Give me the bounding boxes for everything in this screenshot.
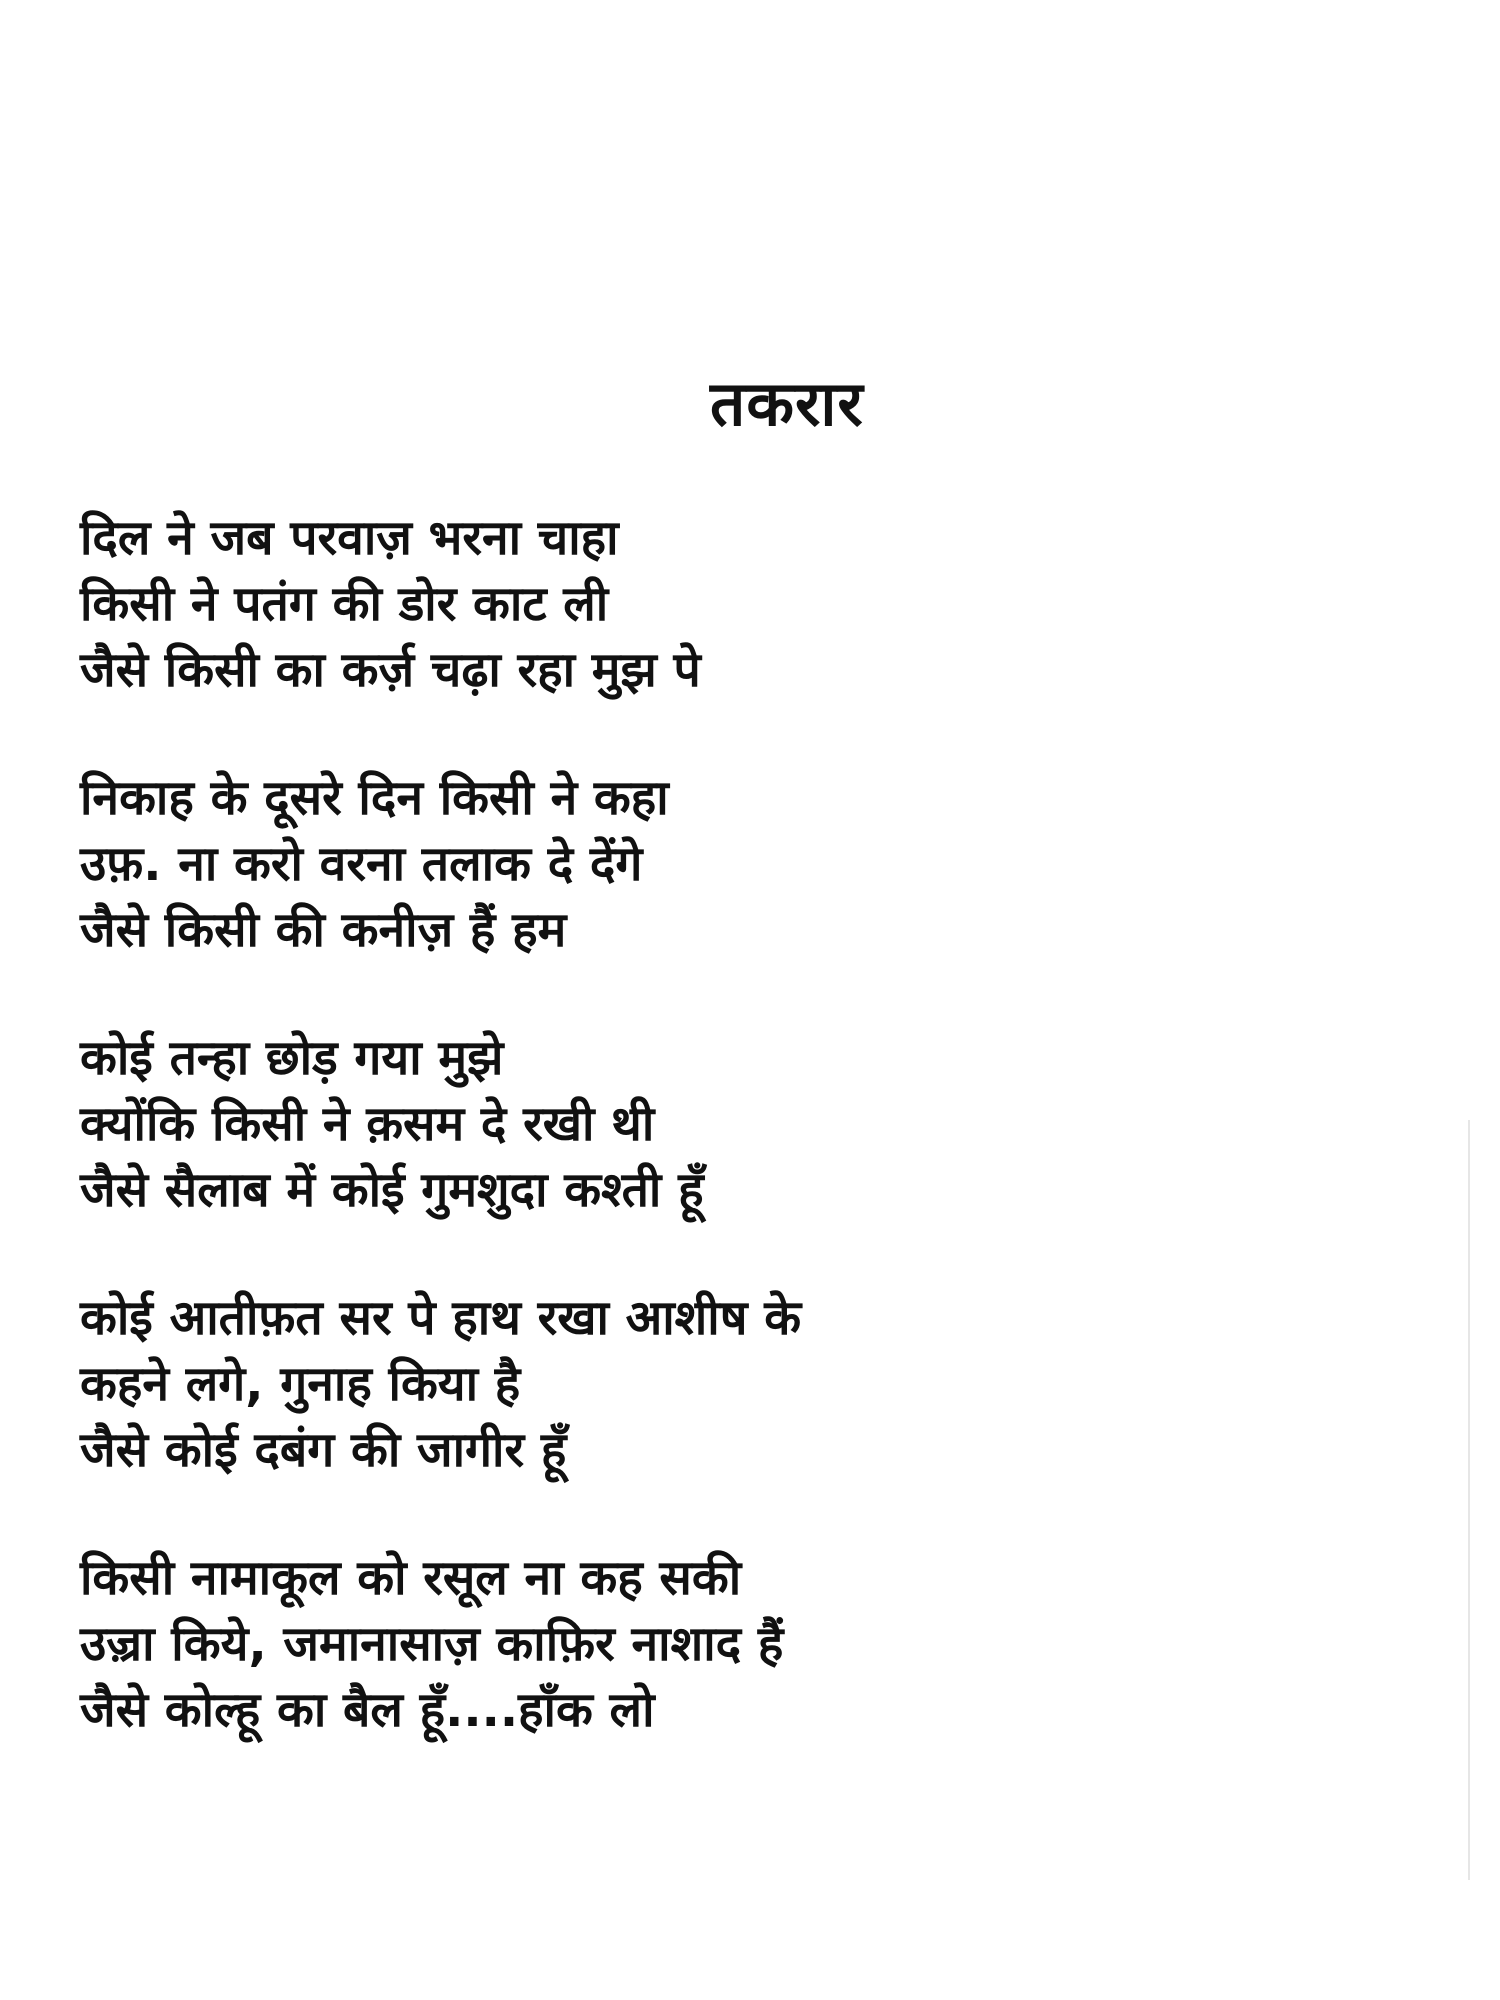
scan-margin-line: [1468, 1120, 1470, 1880]
poem-line: दिल ने जब परवाज़ भरना चाहा: [80, 510, 619, 566]
poem-line: किसी नामाकूल को रसूल ना कह सकी: [80, 1550, 742, 1606]
stanza-1: [80, 505, 1440, 703]
stanza-2: [80, 765, 1440, 963]
poem-line: जैसे किसी की कनीज़ हैं हम: [80, 902, 567, 958]
poem-line: कोई तन्हा छोड़ गया मुझे: [80, 1030, 504, 1086]
poem-line: उफ़. ना करो वरना तलाक दे देंगे: [80, 836, 643, 892]
poem-line: कोई आतीफ़त सर पे हाथ रखा आशीष के: [80, 1290, 802, 1346]
poem-line: जैसे किसी का कर्ज़ चढ़ा रहा मुझ पे: [80, 642, 701, 698]
stanza-5: [80, 1545, 1440, 1743]
poem-line: किसी ने पतंग की डोर काट ली: [80, 576, 609, 632]
poem-line: जैसे सैलाब में कोई गुमशुदा कश्ती हूँ: [80, 1162, 704, 1218]
poem-line: कहने लगे, गुनाह किया है: [80, 1356, 521, 1412]
poem-line: जैसे कोल्हू का बैल हूँ....हाँक लो: [80, 1682, 655, 1738]
poem-line: निकाह के दूसरे दिन किसी ने कहा: [80, 770, 669, 826]
poem-body: [80, 505, 1440, 1805]
poem-line: उज़्रा किये, जमानासाज़ काफ़िर नाशाद हैं: [80, 1616, 784, 1672]
poem-title: तकरार: [710, 367, 864, 440]
poem-line: जैसे कोई दबंग की जागीर हूँ: [80, 1422, 567, 1478]
stanza-4: [80, 1285, 1440, 1483]
poem-line: क्योंकि किसी ने क़सम दे रखी थी: [80, 1096, 655, 1152]
stanza-3: [80, 1025, 1440, 1223]
